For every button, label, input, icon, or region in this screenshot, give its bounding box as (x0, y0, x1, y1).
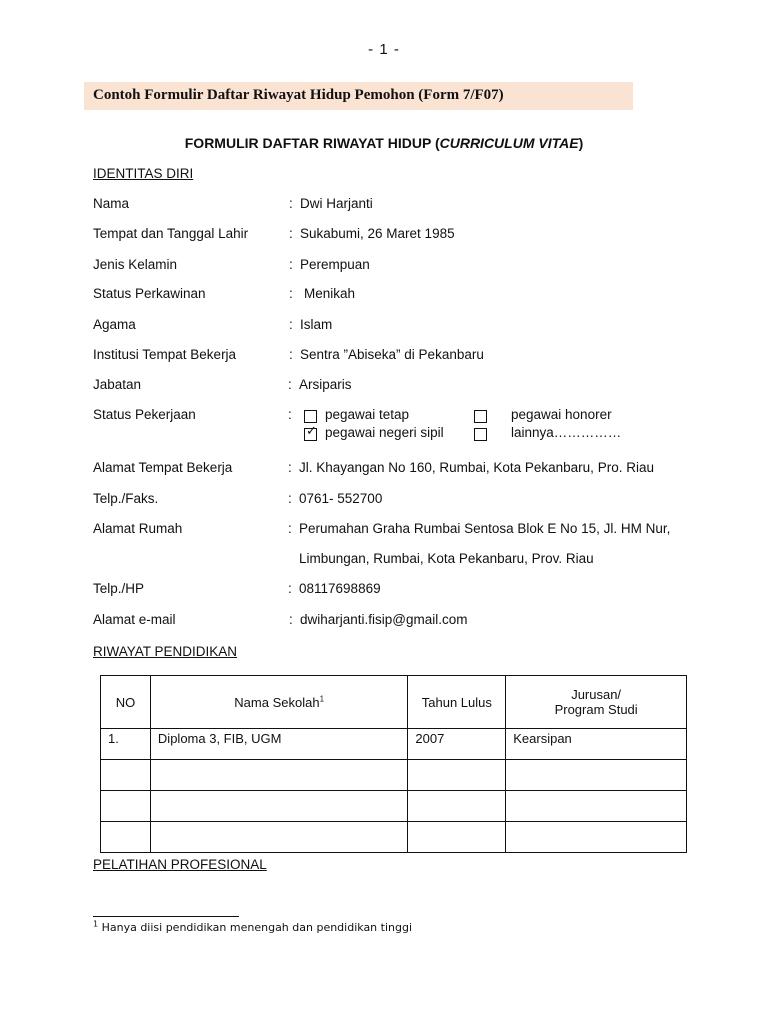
header-school (150, 676, 407, 729)
checkbox-lainnya[interactable] (474, 428, 487, 441)
home-address-line1: Perumahan Graha Rumbai Sentosa Blok E No 15, Jl. HM Nur, (299, 521, 671, 536)
table-header-row (101, 676, 687, 729)
cell-year (408, 791, 506, 822)
cell-major: Kearsipan (506, 729, 687, 760)
footnote-marker: 1 (93, 919, 99, 929)
cell-no (101, 822, 151, 853)
cell-major (506, 791, 687, 822)
cell-school (150, 760, 407, 791)
cell-no: 1. (101, 729, 151, 760)
cell-school: Diploma 3, FIB, UGM (150, 729, 407, 760)
header-major-line1: Jurusan/ (571, 687, 622, 702)
table-row (101, 729, 687, 760)
work-address-label: Alamat Tempat Bekerja (93, 460, 233, 475)
check-mark-icon: ✓ (306, 423, 317, 438)
mobile-label: Telp./HP (93, 581, 145, 596)
gender-label: Jenis Kelamin (93, 257, 178, 272)
gender-value: Perempuan (300, 257, 370, 272)
name-value: Dwi Harjanti (300, 196, 373, 211)
section-training-heading: PELATIHAN PROFESIONAL (93, 857, 267, 872)
section-education-heading: RIWAYAT PENDIDIKAN (93, 644, 238, 659)
work-address-value: Jl. Khayangan No 160, Rumbai, Kota Pekanbaru, Pro. Riau (299, 460, 654, 475)
colon: : (289, 612, 293, 627)
colon: : (288, 407, 292, 422)
employment-label: Status Pekerjaan (93, 407, 196, 422)
table-row (101, 791, 687, 822)
colon: : (289, 286, 293, 301)
cell-school (150, 822, 407, 853)
title-prefix: FORMULIR DAFTAR RIWAYAT HIDUP ( (184, 135, 440, 151)
religion-label: Agama (93, 317, 136, 332)
colon: : (288, 521, 292, 536)
option-label-pegawai-negeri-sipil: pegawai negeri sipil (325, 425, 444, 440)
footnote-reference: 1 (319, 694, 325, 704)
position-value: Arsiparis (299, 377, 352, 392)
mobile-value: 08117698869 (299, 581, 381, 596)
header-major (506, 676, 687, 729)
home-address-label: Alamat Rumah (93, 521, 183, 536)
cell-year: 2007 (408, 729, 506, 760)
colon: : (289, 257, 293, 272)
colon: : (289, 196, 293, 211)
title-italic: CURRICULUM VITAE (439, 135, 579, 151)
option-label-lainnya: lainnya…………… (511, 425, 622, 440)
colon: : (288, 460, 292, 475)
page-number: - 1 - (368, 41, 400, 58)
email-label: Alamat e-mail (93, 612, 176, 627)
cell-no (101, 760, 151, 791)
table-row (101, 822, 687, 853)
header-school-text: Nama Sekolah (234, 694, 320, 710)
header-major-line2: Program Studi (554, 702, 638, 717)
marital-value: Menikah (304, 286, 356, 301)
home-address-line2: Limbungan, Rumbai, Kota Pekanbaru, Prov. Riau (299, 551, 594, 566)
colon: : (289, 317, 293, 332)
religion-value: Islam (300, 317, 333, 332)
checkbox-pegawai-honorer[interactable] (474, 410, 487, 423)
colon: : (288, 377, 292, 392)
header-no: NO (101, 676, 151, 729)
colon: : (288, 491, 292, 506)
footnote-text: Hanya diisi pendidikan menengah dan pendidikan tinggi (101, 921, 413, 934)
option-label-pegawai-honorer: pegawai honorer (511, 407, 612, 422)
cell-no (101, 791, 151, 822)
phone-fax-label: Telp./Faks. (93, 491, 159, 506)
colon: : (288, 581, 292, 596)
cell-year (408, 822, 506, 853)
colon: : (289, 226, 293, 241)
marital-label: Status Perkawinan (93, 286, 206, 301)
section-identity-heading: IDENTITAS DIRI (93, 166, 194, 181)
email-value: dwiharjanti.fisip@gmail.com (300, 612, 468, 627)
institution-label: Institusi Tempat Bekerja (93, 347, 237, 362)
birth-value: Sukabumi, 26 Maret 1985 (300, 226, 455, 241)
birth-label: Tempat dan Tanggal Lahir (93, 226, 249, 241)
institution-value: Sentra ”Abiseka” di Pekanbaru (300, 347, 484, 362)
colon: : (289, 347, 293, 362)
cell-major (506, 822, 687, 853)
footnote (93, 921, 412, 934)
education-table (100, 675, 687, 853)
footnote-divider (93, 916, 239, 917)
checkbox-pegawai-negeri-sipil[interactable] (304, 423, 317, 441)
form-header-text: Contoh Formulir Daftar Riwayat Hidup Pemohon (Form 7/F07) (93, 87, 504, 103)
header-year: Tahun Lulus (408, 676, 506, 729)
cell-year (408, 760, 506, 791)
cell-major (506, 760, 687, 791)
title-suffix: ) (578, 135, 584, 151)
cell-school (150, 791, 407, 822)
name-label: Nama (93, 196, 130, 211)
table-row (101, 760, 687, 791)
checkbox-pegawai-tetap[interactable] (304, 410, 317, 423)
position-label: Jabatan (93, 377, 142, 392)
document-title (0, 135, 768, 151)
option-label-pegawai-tetap: pegawai tetap (325, 407, 410, 422)
phone-fax-value: 0761- 552700 (299, 491, 383, 506)
form-header-banner (84, 82, 633, 110)
